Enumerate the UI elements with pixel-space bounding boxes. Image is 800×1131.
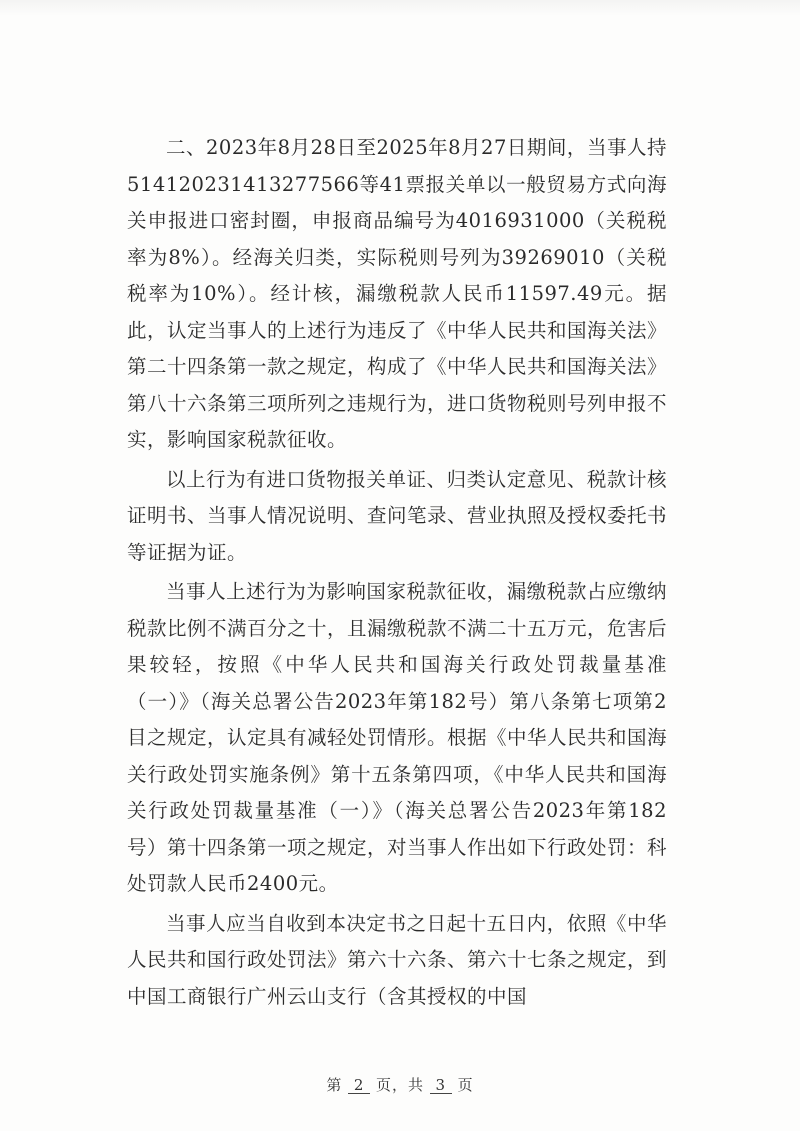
page-footer [0, 1074, 800, 1095]
total-page-count: 3 [430, 1077, 452, 1094]
scan-top-edge [0, 0, 800, 16]
paragraph-penalty-decision: 当事人上述行为为影响国家税款征收，漏缴税款占应缴纳税款比例不满百分之十，且漏缴税款不满二十五万元，危害后果较轻，按照《中华人民共和国海关行政处罚裁量基准（一）》（海关总署公告2023年第182号）第八条第七项第2目之规定，认定具有减轻处罚情形。根据《中华人民共和国海关行政处罚实施条例》第十五条第四项，《中华人民共和国海关行政处罚裁量基准（一）》（海关总署公告2023年第182号）第十四条第一项之规定，对当事人作出如下行政处罚：科处罚款人民币2400元。 [127, 580, 668, 895]
footer-prefix: 第 [326, 1076, 343, 1094]
paragraph-evidence: 以上行为有进口货物报关单证、归类认定意见、税款计核证明书、当事人情况说明、查问笔录、营业执照及授权委托书等证据为证。 [127, 467, 668, 564]
paragraph-violation-facts: 二、2023年8月28日至2025年8月27日期间，当事人持514120231413277566等41票报关单以一般贸易方式向海关申报进口密封圈，申报商品编号为4016931000（关税税率为8%）。经海关归类，实际税则号列为39269010（关税税率为10%）。经计核，漏缴税款人民币11597.49元。据此，认定当事人的上述行为违反了《中华人民共和国海关法》第二十四条第一款之规定，构成了《中华人民共和国海关法》第八十六条第三项所列之违规行为，进口货物税则号列申报不实，影响国家税款征收。 [127, 136, 668, 451]
current-page-number: 2 [348, 1077, 370, 1094]
footer-middle: 页，共 [375, 1076, 424, 1094]
document-body [127, 130, 667, 1015]
footer-suffix: 页 [457, 1076, 474, 1094]
paragraph-payment-instructions: 当事人应当自收到本决定书之日起十五日内，依照《中华人民共和国行政处罚法》第六十六条、第六十七条之规定，到中国工商银行广州云山支行（含其授权的中国 [127, 911, 668, 1008]
